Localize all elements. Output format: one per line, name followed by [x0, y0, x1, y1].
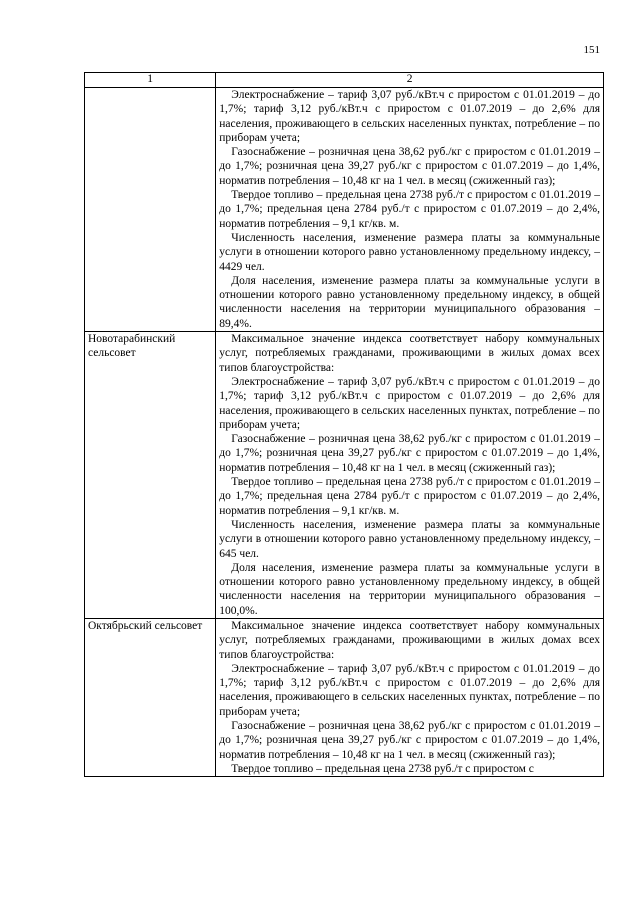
municipality-name: Октябрьский сельсовет	[88, 619, 203, 632]
paragraph-electricity: Электроснабжение – тариф 3,07 руб./кВт.ч с приростом с 01.01.2019 – до 1,7%; тариф 3,12 руб./кВт.ч с приростом с 01.07.2019 – до 2,6% для населения, проживающего в сельских населенных пунктах, потребление – по приборам учета;	[219, 89, 600, 144]
table-row	[85, 618, 604, 776]
paragraph-population-share: Доля населения, изменение размера платы за коммунальные услуги в отношении которого равно установленному предельному индексу, в общей численности населения на территории муниципального образования – 89,4%.	[219, 274, 600, 330]
table-row	[85, 88, 604, 332]
table-row	[85, 332, 604, 619]
paragraph-population-count: Численность населения, изменение размера платы за коммунальные услуги в отношении которого равно установленному предельному индексу, – 645 чел.	[219, 518, 600, 560]
description-cell	[216, 618, 604, 776]
column-header-1: 1	[85, 73, 216, 88]
paragraph-solid-fuel: Твердое топливо – предельная цена 2738 руб./т с приростом с 01.01.2019 – до 1,7%; предельная цена 2784 руб./т с приростом с 01.07.2019 – до 2,4%, норматив потребления – 9,1 кг/кв. м.	[219, 476, 600, 517]
municipality-name-cell	[85, 332, 216, 619]
description-cell	[216, 88, 604, 332]
municipality-name-cell	[85, 618, 216, 776]
paragraph-gas: Газоснабжение – розничная цена 38,62 руб./кг с приростом с 01.01.2019 – до 1,7%; розничная цена 39,27 руб./кг с приростом с 01.07.2019 – до 1,4%, норматив потребления – 10,48 кг на 1 чел. в месяц (сжиженный газ);	[219, 720, 600, 761]
paragraph-electricity: Электроснабжение – тариф 3,07 руб./кВт.ч с приростом с 01.01.2019 – до 1,7%; тариф 3,12 руб./кВт.ч с приростом с 01.07.2019 – до 2,6% для населения, проживающего в сельских населенных пунктах, потребление – по приборам учета;	[219, 375, 600, 431]
paragraph-solid-fuel: Твердое топливо – предельная цена 2738 руб./т с приростом с	[231, 762, 534, 775]
description-cell	[216, 332, 604, 619]
paragraph-index-intro: Максимальное значение индекса соответствует набору коммунальных услуг, потребляемых гражданами, проживающими в жилых домах всех типов благоустройства:	[219, 333, 600, 374]
column-header-2: 2	[216, 73, 604, 88]
document-table	[84, 72, 604, 777]
paragraph-solid-fuel: Твердое топливо – предельная цена 2738 руб./т с приростом с 01.01.2019 – до 1,7%; предельная цена 2784 руб./т с приростом с 01.07.2019 – до 2,4%, норматив потребления – 9,1 кг/кв. м.	[219, 189, 600, 230]
paragraph-population-count: Численность населения, изменение размера платы за коммунальные услуги в отношении которого равно установленному предельному индексу, – 4429 чел.	[219, 231, 600, 273]
paragraph-gas: Газоснабжение – розничная цена 38,62 руб./кг с приростом с 01.01.2019 – до 1,7%; розничная цена 39,27 руб./кг с приростом с 01.07.2019 – до 1,4%, норматив потребления – 10,48 кг на 1 чел. в месяц (сжиженный газ);	[219, 433, 600, 474]
paragraph-index-intro: Максимальное значение индекса соответствует набору коммунальных услуг, потребляемых гражданами, проживающими в жилых домах всех типов благоустройства:	[219, 619, 600, 661]
paragraph-gas: Газоснабжение – розничная цена 38,62 руб./кг с приростом с 01.01.2019 – до 1,7%; розничная цена 39,27 руб./кг с приростом с 01.07.2019 – до 1,4%, норматив потребления – 10,48 кг на 1 чел. в месяц (сжиженный газ);	[219, 146, 600, 187]
municipality-name-cell	[85, 88, 216, 332]
paragraph-electricity: Электроснабжение – тариф 3,07 руб./кВт.ч с приростом с 01.01.2019 – до 1,7%; тариф 3,12 руб./кВт.ч с приростом с 01.07.2019 – до 2,6% для населения, проживающего в сельских населенных пунктах, потребление – по приборам учета;	[219, 662, 600, 718]
municipality-name: Новотарабинский сельсовет	[88, 333, 176, 360]
table-header-row	[85, 73, 604, 88]
paragraph-population-share: Доля населения, изменение размера платы за коммунальные услуги в отношении которого равно установленному предельному индексу, в общей численности населения на территории муниципального образования – 100,0%.	[219, 561, 600, 617]
page-number: 151	[583, 44, 600, 56]
